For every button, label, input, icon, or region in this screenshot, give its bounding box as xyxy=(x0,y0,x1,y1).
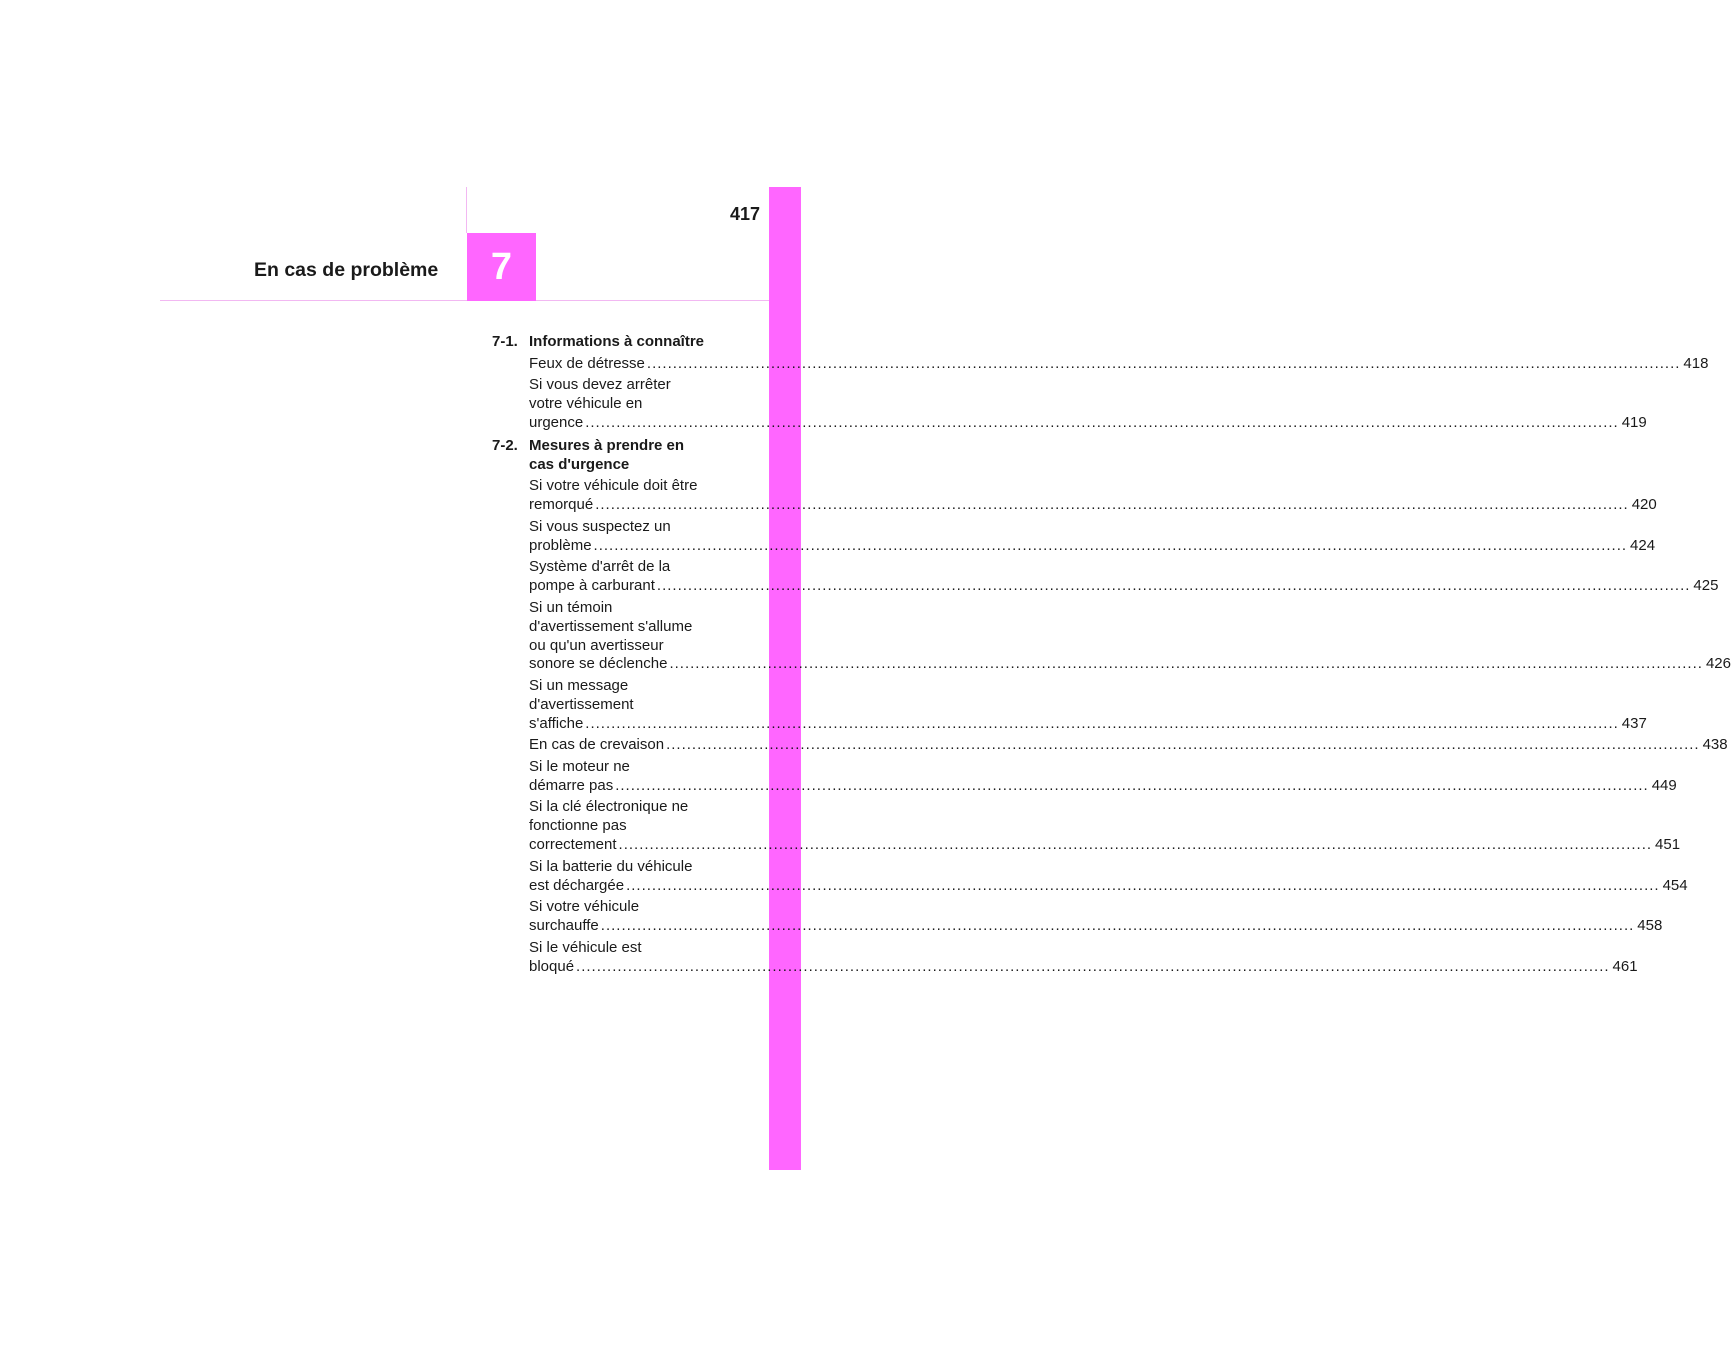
toc-entry-line: correctement xyxy=(529,836,617,854)
toc-entry-line: Si votre véhicule xyxy=(529,898,640,916)
toc-entry-page: 419 xyxy=(1621,414,1647,432)
toc-entry-page: 461 xyxy=(1612,957,1638,975)
toc-entry-page: 454 xyxy=(1662,876,1688,894)
toc-entry-page: 458 xyxy=(1637,917,1663,935)
chapter-tab-bar xyxy=(769,187,801,1170)
toc-section-heading[interactable] xyxy=(492,437,740,475)
toc-leader-dots: ........................................................................................................................................................................................................ xyxy=(615,776,1649,794)
chapter-number-badge xyxy=(467,233,536,301)
toc-entry-page: 420 xyxy=(1631,496,1657,514)
header-divider-vertical xyxy=(466,187,467,233)
toc-entry[interactable] xyxy=(529,517,1656,556)
toc-entry-line: Feux de détresse xyxy=(529,354,645,372)
toc-entry-line: Si la batterie du véhicule xyxy=(529,857,693,875)
toc-entry[interactable] xyxy=(529,938,1638,977)
page-number: 417 xyxy=(729,204,760,224)
toc-entry-line: Si votre véhicule doit être xyxy=(529,477,698,495)
toc-entry-page: 437 xyxy=(1621,714,1647,732)
toc-entry[interactable] xyxy=(529,857,1688,896)
toc-entry-page: 426 xyxy=(1705,655,1731,673)
toc-entry[interactable] xyxy=(529,757,1677,796)
toc-entry-page: 425 xyxy=(1693,577,1719,595)
header-divider-horizontal xyxy=(160,300,769,301)
toc-leader-dots: ........................................................................................................................................................................................................ xyxy=(585,714,1619,732)
toc-leader-dots: ........................................................................................................................................................................................................ xyxy=(576,957,1610,975)
toc-entry[interactable] xyxy=(529,354,1709,374)
toc-entry-line: pompe à carburant xyxy=(529,577,655,595)
toc-entry[interactable] xyxy=(529,677,1647,733)
toc-entry-line: Système d'arrêt de la xyxy=(529,558,671,576)
table-of-contents xyxy=(492,333,1731,979)
toc-section-heading[interactable] xyxy=(492,333,740,352)
toc-entry-line: Si la clé électronique ne xyxy=(529,798,689,816)
toc-entry-line: Si un message xyxy=(529,677,629,694)
toc-entry-line: Si vous devez arrêter xyxy=(529,376,671,394)
toc-section xyxy=(492,436,1731,976)
toc-entry-line: En cas de crevaison xyxy=(529,736,665,754)
toc-entry-page: 451 xyxy=(1655,836,1681,854)
toc-leader-dots: ........................................................................................................................................................................................................ xyxy=(585,414,1619,432)
toc-entry-line: problème xyxy=(529,536,592,554)
toc-entry-line: Si vous suspectez un xyxy=(529,517,671,535)
toc-entry[interactable] xyxy=(529,898,1663,936)
toc-section-title-line: Informations à connaître xyxy=(529,333,705,350)
toc-section-number: 7-1. xyxy=(492,333,518,350)
toc-entry-page: 424 xyxy=(1630,536,1656,554)
toc-entry[interactable] xyxy=(529,736,1728,755)
toc-section-title-line: Mesures à prendre en xyxy=(529,436,685,454)
toc-entry-line: sonore se déclenche xyxy=(529,655,668,673)
chapter-title: En cas de problème xyxy=(254,259,439,281)
toc-entry-line: urgence xyxy=(529,414,584,432)
toc-leader-dots: ........................................................................................................................................................................................................ xyxy=(656,577,1691,595)
toc-leader-dots: ........................................................................................................................................................................................................ xyxy=(669,655,1703,673)
toc-entry[interactable] xyxy=(529,598,1731,674)
toc-entry-line: Si le véhicule est xyxy=(529,938,642,956)
toc-leader-dots: ........................................................................................................................................................................................................ xyxy=(595,496,1629,514)
toc-leader-dots: ........................................................................................................................................................................................................ xyxy=(646,354,1681,372)
toc-leader-dots: ........................................................................................................................................................................................................ xyxy=(593,536,1628,554)
toc-entry-page: 449 xyxy=(1651,776,1677,794)
toc-entry-line: s'affiche xyxy=(529,714,584,732)
toc-entry[interactable] xyxy=(529,798,1681,854)
toc-entry-line: remorqué xyxy=(529,496,594,514)
toc-leader-dots: ........................................................................................................................................................................................................ xyxy=(600,917,1635,935)
toc-entry-line: Si un témoin xyxy=(529,598,613,616)
toc-entry-line: démarre pas xyxy=(529,776,614,794)
toc-section xyxy=(492,333,1709,433)
toc-entry[interactable] xyxy=(529,477,1657,515)
toc-section-title-line: cas d'urgence xyxy=(529,455,630,473)
chapter-number: 7 xyxy=(490,245,513,288)
toc-entry-line: bloqué xyxy=(529,957,575,975)
toc-entry-line: d'avertissement s'allume xyxy=(529,617,693,635)
toc-entry-page: 418 xyxy=(1683,354,1709,372)
toc-section-number: 7-2. xyxy=(492,436,518,454)
toc-section-title xyxy=(529,437,740,475)
toc-section-title xyxy=(529,333,740,352)
toc-leader-dots: ........................................................................................................................................................................................................ xyxy=(618,836,1653,854)
toc-entry-line: surchauffe xyxy=(529,917,599,935)
toc-entry-page: 438 xyxy=(1702,736,1728,754)
toc-entry-line: d'avertissement xyxy=(529,695,634,713)
toc-entry[interactable] xyxy=(529,558,1719,596)
toc-leader-dots: ........................................................................................................................................................................................................ xyxy=(666,736,1700,754)
toc-entry[interactable] xyxy=(529,376,1647,432)
toc-entry-line: votre véhicule en xyxy=(529,395,643,413)
toc-entry-line: Si le moteur ne xyxy=(529,757,630,775)
toc-entry-line: est déchargée xyxy=(529,876,625,894)
toc-leader-dots: ........................................................................................................................................................................................................ xyxy=(626,876,1660,894)
toc-entry-line: ou qu'un avertisseur xyxy=(529,636,664,654)
toc-entry-line: fonctionne pas xyxy=(529,817,627,835)
